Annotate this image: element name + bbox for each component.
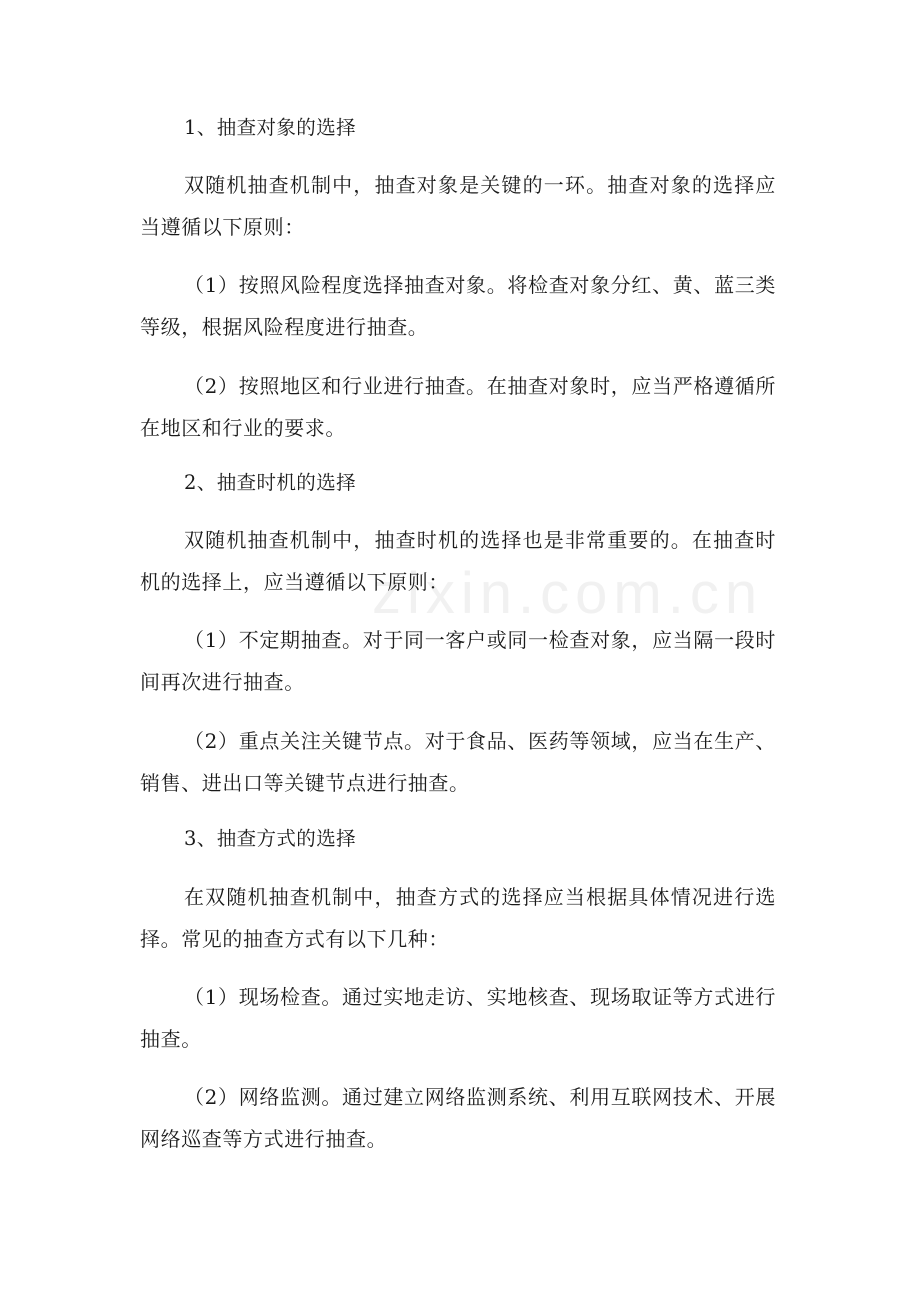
section-1-paragraph-1: 双随机抽查机制中，抽查对象是关键的一环。抽查对象的选择应当遵循以下原则： (140, 173, 776, 239)
section-2-paragraph-2: （1）不定期抽查。对于同一客户或同一检查对象，应当隔一段时间再次进行抽查。 (140, 628, 776, 694)
section-1-paragraph-2: （1）按照风险程度选择抽查对象。将检查对象分红、黄、蓝三类等级，根据风险程度进行抽查。 (140, 273, 776, 339)
watermark: zixin.com.cn (372, 561, 764, 626)
section-1-paragraph-3: （2）按照地区和行业进行抽查。在抽查对象时，应当严格遵循所在地区和行业的要求。 (140, 374, 776, 440)
section-2-paragraph-1: 双随机抽查机制中，抽查时机的选择也是非常重要的。在抽查时机的选择上，应当遵循以下原则： (140, 528, 776, 594)
section-2-paragraph-3: （2）重点关注关键节点。对于食品、医药等领域，应当在生产、销售、进出口等关键节点进行抽查。 (140, 729, 776, 795)
section-3-paragraph-3: （2）网络监测。通过建立网络监测系统、利用互联网技术、开展网络巡查等方式进行抽查。 (140, 1085, 776, 1151)
section-3-heading: 3、抽查方式的选择 (184, 827, 357, 850)
section-2-heading: 2、抽查时机的选择 (184, 471, 357, 494)
section-3-paragraph-2: （1）现场检查。通过实地走访、实地核查、现场取证等方式进行抽查。 (140, 985, 776, 1051)
section-3-paragraph-1: 在双随机抽查机制中，抽查方式的选择应当根据具体情况进行选择。常见的抽查方式有以下几种： (140, 885, 776, 951)
section-1-heading: 1、抽查对象的选择 (184, 116, 357, 139)
